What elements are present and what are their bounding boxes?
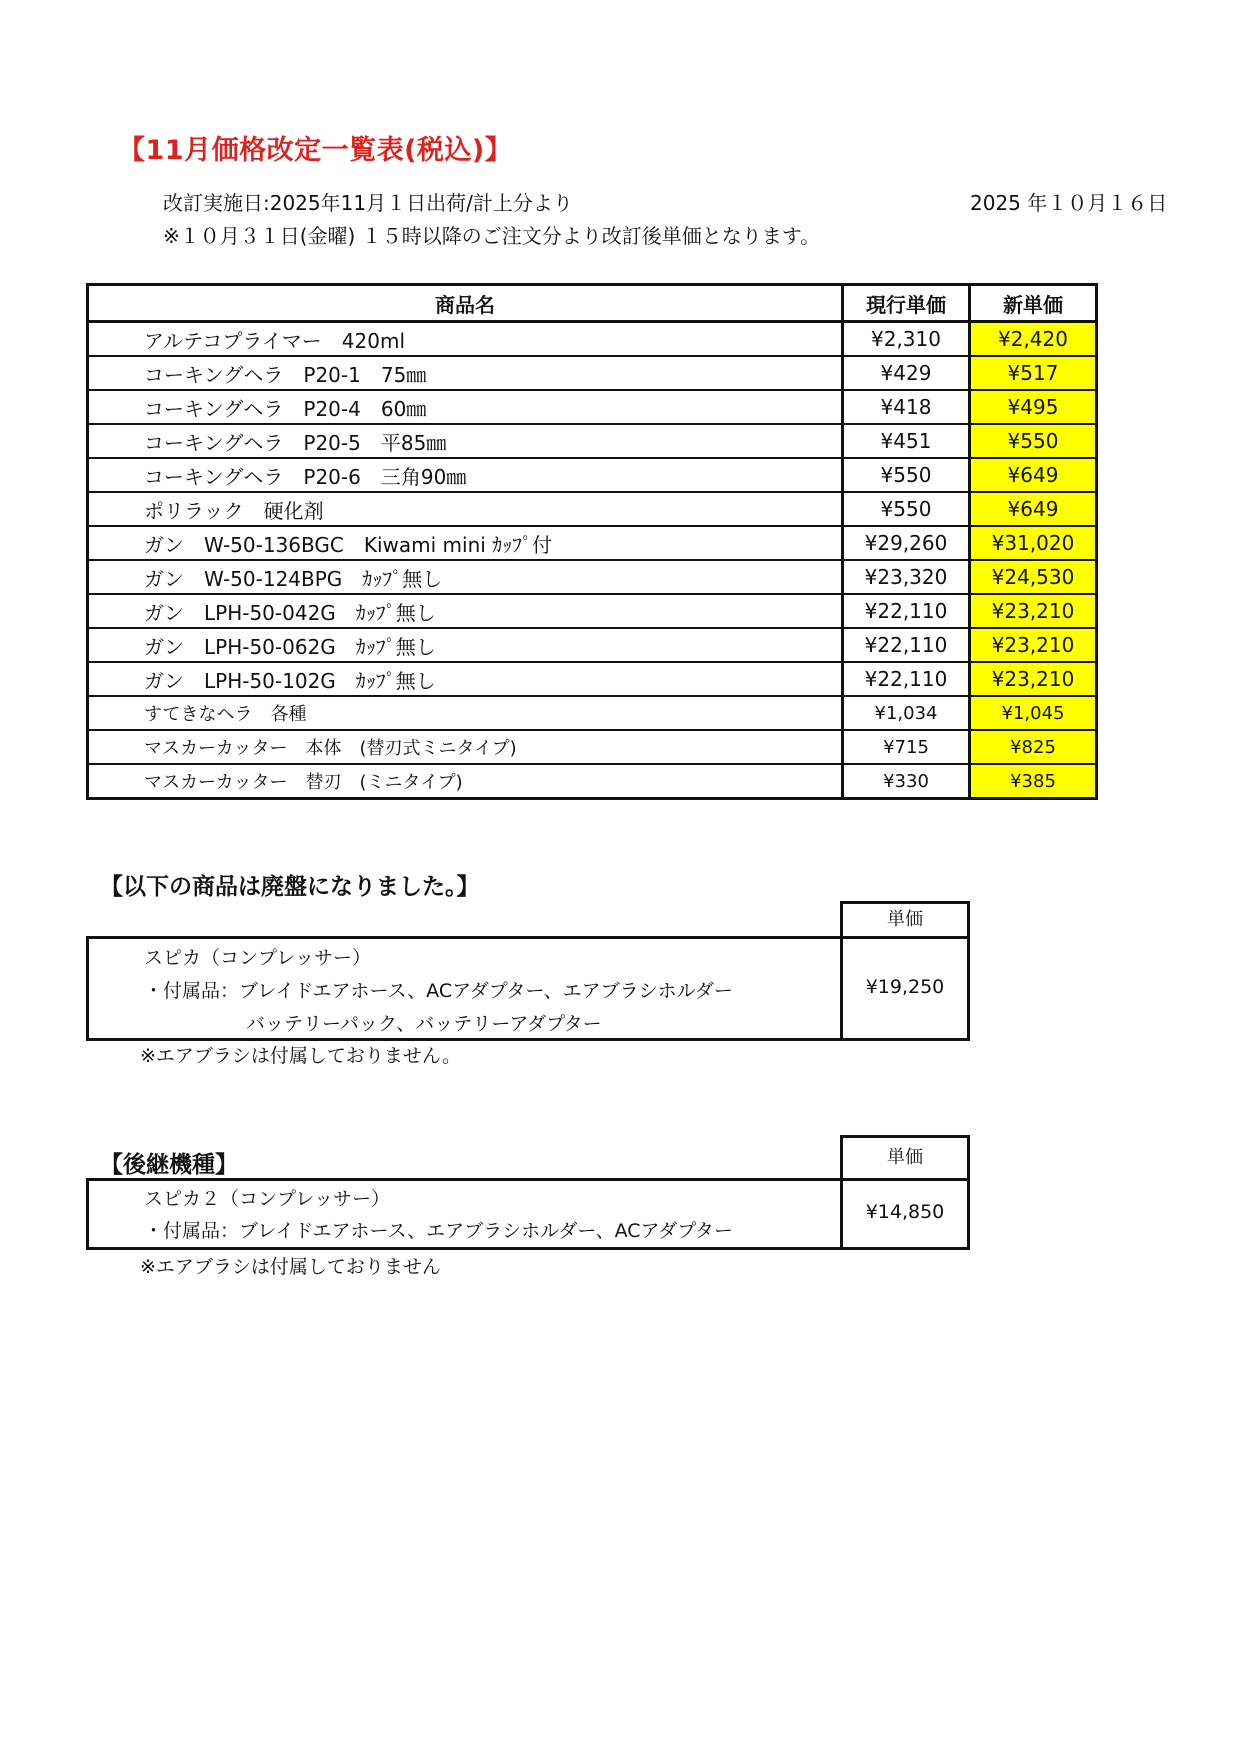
page-title: 【11月価格改定一覧表(税込)】 bbox=[118, 135, 513, 166]
successor-product-name: スピカ２（コンプレッサー） bbox=[144, 1188, 391, 1210]
table-row bbox=[88, 560, 1097, 594]
current-price-cell: ¥429 bbox=[843, 356, 970, 390]
new-price-cell: ¥649 bbox=[970, 492, 1097, 526]
new-price-cell: ¥495 bbox=[970, 390, 1097, 424]
new-price-cell: ¥825 bbox=[970, 730, 1097, 764]
new-price-cell: ¥23,210 bbox=[970, 594, 1097, 628]
header-current-price: 現行単価 bbox=[843, 285, 970, 322]
new-price-cell: ¥31,020 bbox=[970, 526, 1097, 560]
new-price-cell: ¥2,420 bbox=[970, 322, 1097, 357]
new-price-cell: ¥23,210 bbox=[970, 662, 1097, 696]
successor-heading: 【後継機種】 bbox=[100, 1152, 238, 1178]
new-price-cell: ¥550 bbox=[970, 424, 1097, 458]
product-name-cell: アルテコプライマー 420ml bbox=[88, 322, 843, 357]
current-price-cell: ¥451 bbox=[843, 424, 970, 458]
product-name-cell: すてきなヘラ 各種 bbox=[88, 696, 843, 730]
current-price-cell: ¥22,110 bbox=[843, 594, 970, 628]
current-price-cell: ¥1,034 bbox=[843, 696, 970, 730]
product-name-cell: コーキングヘラ P20-5 平85㎜ bbox=[88, 424, 843, 458]
discontinued-heading: 【以下の商品は廃盤になりました。】 bbox=[100, 874, 480, 900]
product-name-cell: ガン W-50-136BGC Kiwami mini ｶｯﾌﾟ付 bbox=[88, 526, 843, 560]
effective-date-text: 改訂実施日:2025年11月１日出荷/計上分より bbox=[163, 191, 573, 215]
table-row bbox=[88, 322, 1097, 357]
product-name-cell: ガン LPH-50-062G ｶｯﾌﾟ無し bbox=[88, 628, 843, 662]
table-row bbox=[88, 594, 1097, 628]
current-price-cell: ¥29,260 bbox=[843, 526, 970, 560]
product-name-cell: ガン LPH-50-042G ｶｯﾌﾟ無し bbox=[88, 594, 843, 628]
current-price-cell: ¥715 bbox=[843, 730, 970, 764]
discontinued-price-header: 単価 bbox=[840, 901, 970, 939]
current-price-cell: ¥22,110 bbox=[843, 628, 970, 662]
product-name-cell: ポリラック 硬化剤 bbox=[88, 492, 843, 526]
table-row bbox=[88, 730, 1097, 764]
table-row bbox=[88, 458, 1097, 492]
new-price-cell: ¥385 bbox=[970, 764, 1097, 799]
successor-product-box bbox=[86, 1178, 970, 1250]
new-price-cell: ¥1,045 bbox=[970, 696, 1097, 730]
table-row bbox=[88, 628, 1097, 662]
table-row bbox=[88, 526, 1097, 560]
current-price-cell: ¥23,320 bbox=[843, 560, 970, 594]
current-price-cell: ¥2,310 bbox=[843, 322, 970, 357]
product-name-cell: コーキングヘラ P20-4 60㎜ bbox=[88, 390, 843, 424]
successor-accessories: ・付属品：ブレイドエアホース、エアブラシホルダー、ACアダプター bbox=[144, 1220, 733, 1242]
new-price-cell: ¥23,210 bbox=[970, 628, 1097, 662]
table-row bbox=[88, 764, 1097, 799]
discontinued-price: ¥19,250 bbox=[865, 976, 945, 998]
table-row bbox=[88, 492, 1097, 526]
product-name-cell: ガン W-50-124BPG ｶｯﾌﾟ無し bbox=[88, 560, 843, 594]
discontinued-product-box bbox=[86, 936, 970, 1041]
new-price-cell: ¥24,530 bbox=[970, 560, 1097, 594]
order-cutoff-note: ※１０月３１日(金曜) １５時以降のご注文分より改訂後単価となります。 bbox=[163, 224, 821, 248]
table-row bbox=[88, 662, 1097, 696]
table-row bbox=[88, 696, 1097, 730]
discontinued-accessories-cont: バッテリーパック、バッテリーアダプター bbox=[246, 1013, 602, 1035]
header-new-price: 新単価 bbox=[970, 285, 1097, 322]
discontinued-note: ※エアブラシは付属しておりません。 bbox=[140, 1045, 462, 1067]
new-price-cell: ¥517 bbox=[970, 356, 1097, 390]
product-name-cell: コーキングヘラ P20-6 三角90㎜ bbox=[88, 458, 843, 492]
discontinued-product-name: スピカ（コンプレッサー） bbox=[144, 947, 372, 969]
issue-date-text: 2025 年１０月１６日 bbox=[970, 191, 1168, 215]
header-product-name: 商品名 bbox=[88, 285, 843, 322]
product-name-cell: コーキングヘラ P20-1 75㎜ bbox=[88, 356, 843, 390]
current-price-cell: ¥330 bbox=[843, 764, 970, 799]
product-name-cell: マスカーカッター 替刃 (ミニタイプ) bbox=[88, 764, 843, 799]
successor-price: ¥14,850 bbox=[865, 1201, 945, 1223]
table-header-row bbox=[88, 285, 1097, 322]
discontinued-accessories: ・付属品：ブレイドエアホース、ACアダプター、エアブラシホルダー bbox=[144, 980, 733, 1002]
current-price-cell: ¥22,110 bbox=[843, 662, 970, 696]
new-price-cell: ¥649 bbox=[970, 458, 1097, 492]
table-row bbox=[88, 390, 1097, 424]
product-name-cell: マスカーカッター 本体 (替刃式ミニタイプ) bbox=[88, 730, 843, 764]
product-name-cell: ガン LPH-50-102G ｶｯﾌﾟ無し bbox=[88, 662, 843, 696]
price-revision-table bbox=[86, 283, 1098, 800]
successor-note: ※エアブラシは付属しておりません bbox=[140, 1256, 441, 1278]
current-price-cell: ¥550 bbox=[843, 458, 970, 492]
current-price-cell: ¥418 bbox=[843, 390, 970, 424]
table-row bbox=[88, 424, 1097, 458]
table-row bbox=[88, 356, 1097, 390]
successor-price-header: 単価 bbox=[840, 1135, 970, 1181]
current-price-cell: ¥550 bbox=[843, 492, 970, 526]
